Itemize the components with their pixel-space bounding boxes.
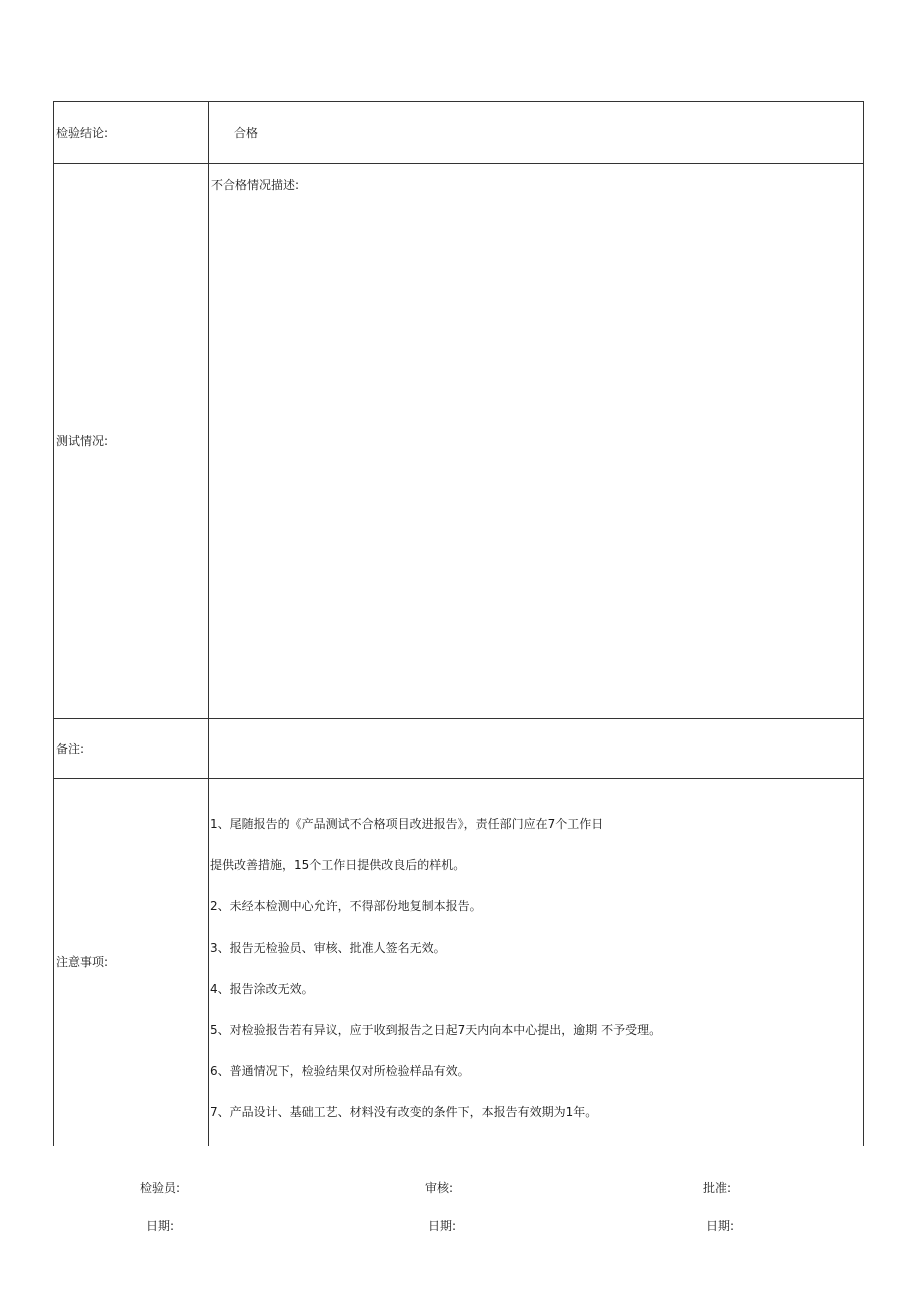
remarks-value — [209, 719, 864, 779]
note-item: 5、对检验报告若有异议，应于收到报告之日起7天内向本中心提出，逾期 不予受理。 — [210, 1022, 662, 1037]
note-item: 2、未经本检测中心允许，不得部份地复制本报告。 — [210, 899, 482, 914]
defect-description-cell — [209, 164, 864, 719]
note-item: 6、普通情况下，检验结果仅对所检验样品有效。 — [210, 1064, 470, 1079]
note-item: 7、产品设计、基础工艺、材料没有改变的条件下，本报告有效期为1年。 — [210, 1105, 598, 1120]
inspection-report-table — [53, 101, 864, 1146]
note-item: 提供改善措施，15个工作日提供改良后的样机。 — [210, 858, 466, 873]
conclusion-row — [54, 102, 864, 164]
conclusion-value: 合格 — [209, 102, 864, 164]
notes-list — [209, 779, 864, 1146]
date-row — [0, 1217, 920, 1235]
remarks-label: 备注: — [54, 719, 209, 779]
reviewer-label: 审核: — [425, 1181, 454, 1195]
conclusion-label: 检验结论: — [54, 102, 209, 164]
inspector-label: 检验员: — [140, 1181, 181, 1195]
notes-label: 注意事项: — [54, 779, 209, 1146]
signature-row — [0, 1179, 920, 1197]
approver-date-label: 日期: — [706, 1219, 735, 1233]
approver-label: 批准: — [703, 1181, 732, 1195]
inspector-date-label: 日期: — [146, 1219, 175, 1233]
remarks-row — [54, 719, 864, 779]
notes-row — [54, 779, 864, 1146]
test-situation-row — [54, 164, 864, 719]
note-item: 1、尾随报告的《产品测试不合格项目改进报告》，责任部门应在7个工作日 — [210, 817, 604, 831]
reviewer-date-label: 日期: — [428, 1219, 457, 1233]
note-item: 3、报告无检验员、审核、批准人签名无效。 — [210, 940, 446, 955]
defect-description-label: 不合格情况描述: — [211, 178, 300, 192]
note-item: 4、报告涂改无效。 — [210, 981, 314, 996]
test-situation-label: 测试情况: — [54, 164, 209, 719]
